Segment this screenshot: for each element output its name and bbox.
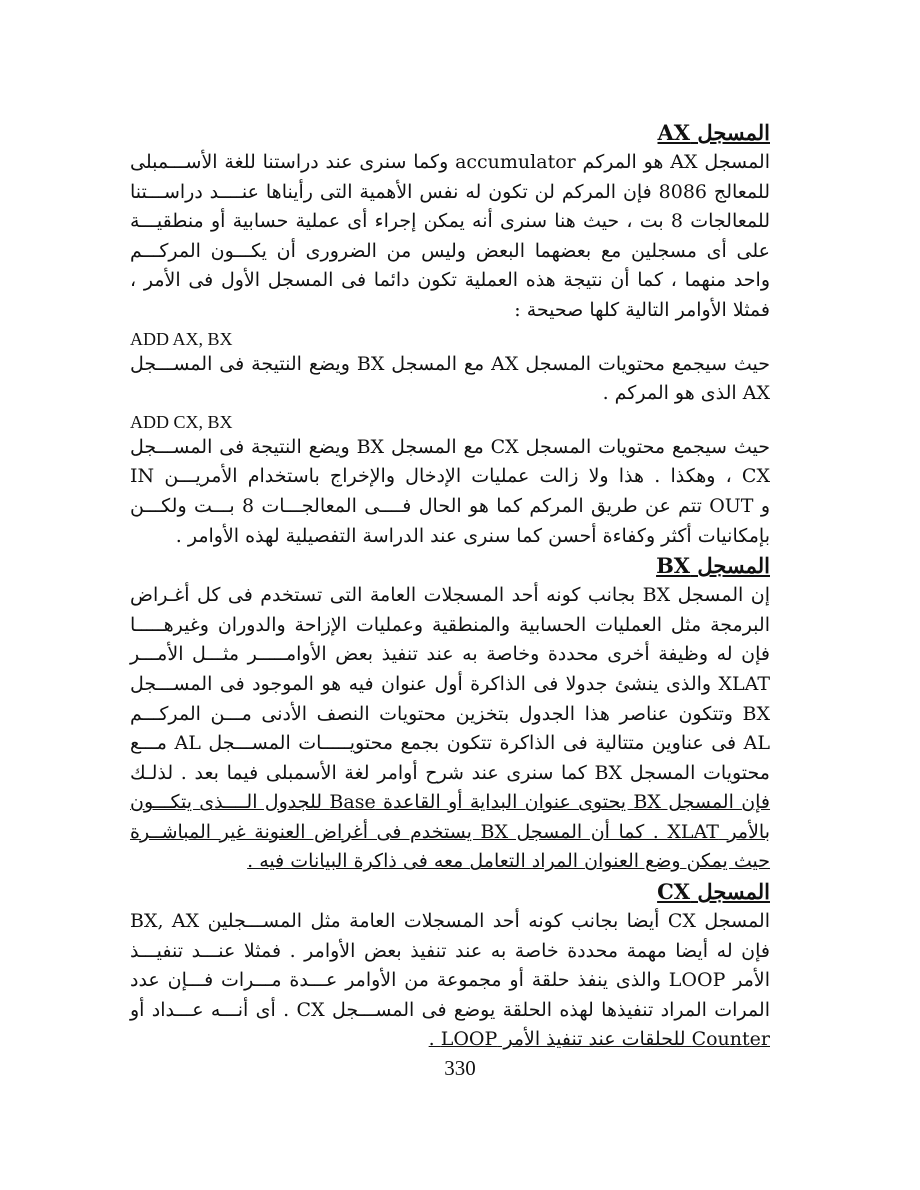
underlined-text: Counter للحلقات عند تنفيذ الأمر LOOP . [428,1028,770,1051]
text-line: فإن له أيضا مهمة محددة خاصة به عند تنفيذ بعض الأوامر . فمثلا عنـــد تنفيـــذ [130,939,770,962]
text-line: حيث سيجمع محتويات المسجل AX مع المسجل BX ويضع النتيجة فى المســـجل [130,352,770,375]
text-line: للمعالج 8086 فإن المركم لن تكون له نفس الأهمية التى رأيناها عنــــد دراســـتنا [130,180,770,203]
text-line: إن المسجل BX بجانب كونه أحد المسجلات العامة التى تستخدم فى كل أغـراض [130,584,770,607]
paragraph-ax-intro [130,148,770,326]
text-line: الأمر LOOP والذى ينفذ حلقة أو مجموعة من الأوامر عـــدة مـــرات فـــإن عدد [130,969,770,992]
underlined-text-line [130,1025,770,1055]
underlined-text: حيث يمكن وضع العنوان المراد التعامل معه فى ذاكرة البيانات فيه . [247,850,770,873]
text-line: فمثلا الأوامر التالية كلها صحيحة : [514,298,770,321]
text-line: AX الذى هو المركم . [602,382,770,405]
section-heading-ax: المسجل AX [657,120,770,145]
text-line: و OUT تتم عن طريق المركم كما هو الحال فــــى المعالجـــات 8 بـــت ولكـــن [130,494,771,517]
code-example-add-cx-bx: ADD CX, BX [130,411,233,432]
text-line: XLAT والذى ينشئ جدولا فى الذاكرة أول عنوان فيه هو الموجود فى المســـجل [130,672,770,695]
paragraph-cx-example [130,433,770,551]
paragraph-ax-explanation [130,350,770,409]
text-line: المرات المراد تنفيذها لهذه الحلقة يوضع فى المســـجل CX . أى أنـــه عـــداد أو [130,998,770,1021]
underlined-text-line: بالأمر XLAT . كما أن المسجل BX يستخدم فى أغراض العنونة غير المباشــرة [130,820,770,843]
text-line: للمعالجات 8 بت ، حيث هنا سنرى أنه يمكن إجراء أى عملية حسابية أو منطقيـــة [130,210,770,233]
text-line: محتويات المسجل BX كما سنرى عند شرح أوامر لغة الأسمبلى فيما بعد . لذلـك [130,761,770,784]
text-line: واحد منهما ، كما أن نتيجة هذه العملية تكون دائما فى المسجل الأول فى الأمر ، [130,269,770,292]
text-line: المسجل AX هو المركم accumulator وكما سنرى عند دراستنا للغة الأســـمبلى [130,151,770,173]
text-line: AL فى عناوين متتالية فى الذاكرة تتكون بجمع محتويـــــات المســـجل AL مـــع [130,732,771,755]
paragraph-cx [130,907,770,1055]
paragraph-bx [130,581,770,877]
text-line: BX وتتكون عناصر هذا الجدول بتخزين محتويات النصف الأدنى مـــن المركـــم [130,702,770,725]
text-line: فإن له وظيفة أخرى محددة وخاصة به عند تنفيذ بعض الأوامـــــر مثـــل الأمـــر [130,643,770,666]
underlined-text-line [130,847,770,877]
text-line: بإمكانيات أكثر وكفاءة أحسن كما سنرى عند الدراسة التفصيلية لهذه الأوامر . [175,524,770,547]
text-line: البرمجة مثل العمليات الحسابية والمنطقية وعمليات الإزاحة والدوران وغيرهـــــا [130,613,770,636]
text-line: المسجل CX أيضا بجانب كونه أحد المسجلات العامة مثل المســـجلين BX, AX [130,910,770,933]
code-example-add-ax-bx: ADD AX, BX [130,328,233,349]
section-heading-bx: المسجل BX [656,553,770,579]
page-number: 330 [444,1056,476,1080]
text-line: CX ، وهكذا . هذا ولا زالت عمليات الإدخال والإخراج باستخدام الأمريـــن IN [130,465,770,488]
underlined-text-line: فإن المسجل BX يحتوى عنوان البداية أو القاعدة Base للجدول الــــذى يتكـــون [130,791,771,814]
text-line: على أى مسجلين مع بعضهما البعض وليس من الضرورى أن يكـــون المركـــم [130,239,770,262]
text-line: حيث سيجمع محتويات المسجل CX مع المسجل BX ويضع النتيجة فى المســـجل [130,435,770,458]
section-heading-cx: المسجل CX [657,879,770,905]
document-page [130,118,770,1055]
